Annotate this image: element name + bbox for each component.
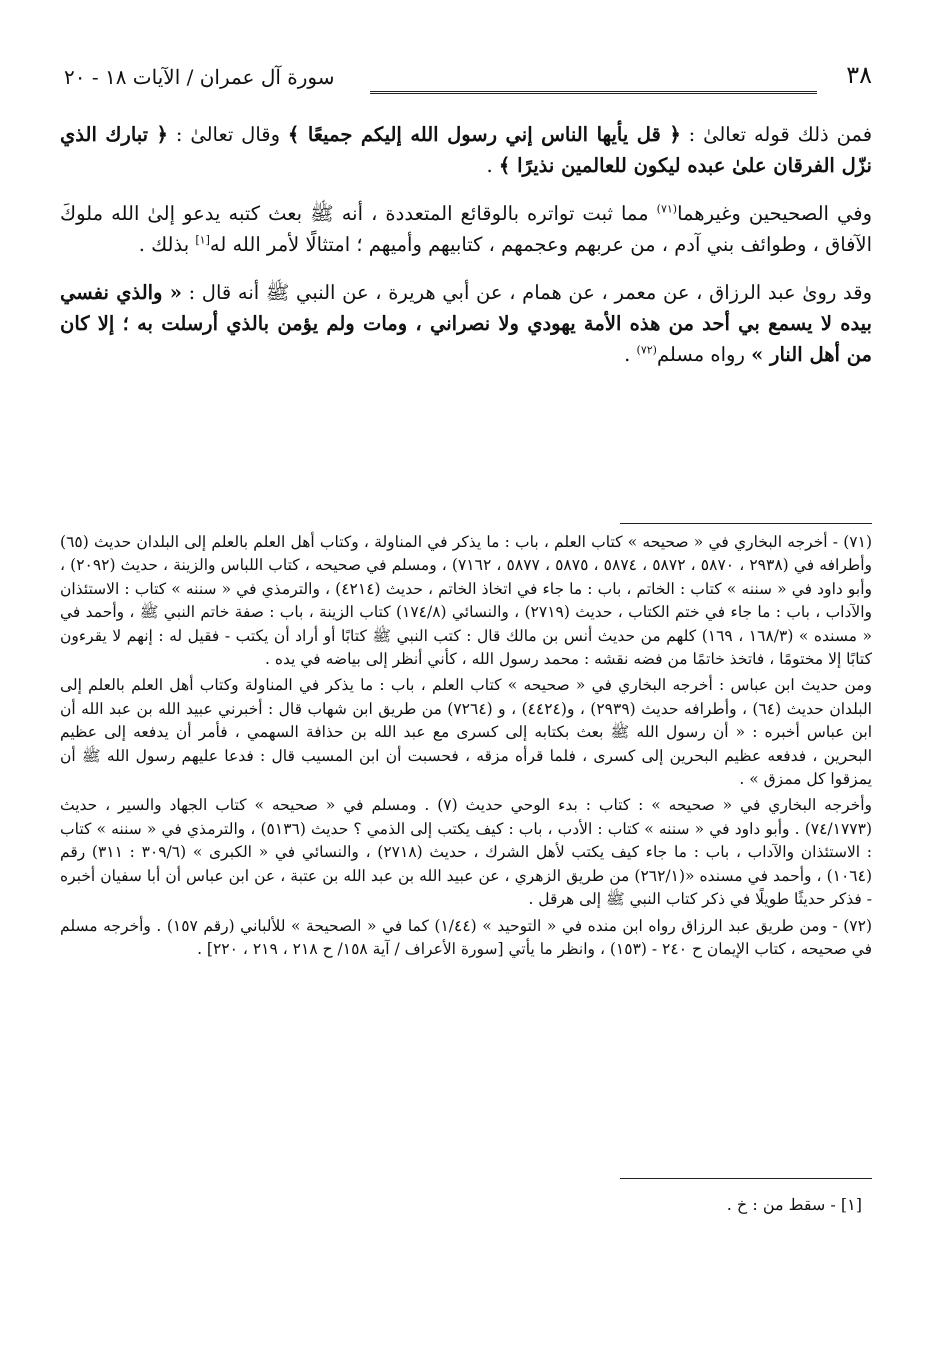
p3-text-a: وقد روىٰ عبد الرزاق ، عن معمر ، عن همام ، عن أبي هريرة ، عن النبي ﷺ أنه قال : xyxy=(181,281,872,304)
p1-text-a: فمن ذلك قوله تعالىٰ : xyxy=(680,123,873,146)
footnote-rule xyxy=(620,523,872,524)
editor-note-1: [١] - سقط من : خ . xyxy=(726,1195,862,1214)
running-title: سورة آل عمران / الآيات ١٨ - ٢٠ xyxy=(64,65,335,89)
page-number: ٣٨ xyxy=(846,61,872,89)
page xyxy=(60,55,872,1335)
p3-text-c: رواه مسلم xyxy=(656,343,752,366)
page-header xyxy=(60,61,872,101)
footnote-71-part-2: ومن حديث ابن عباس : أخرجه البخاري في « صحيحه » كتاب العلم ، باب : ما يذكر في المناولة وكتاب أهل العلم بالعلم إلى البلدان حديث (٦٤) ، وأطرافه حديث (٢٩٣٩) ، و(٤٤٢٤) ، و (٧٢٦٤) من طريق ابن شهاب قال : أخبرني عبيد الله بن عبد الله أن ابن عباس أخبره : « أن رسول الله ﷺ بعث بكتابه إلى كسرى مع عبد الله بن حذافة السهمي ، فأمر أن يدفعه إلى عظيم البحرين ، فدفعه عظيم البحرين إلى كسرى ، فلما قرأه مزقه ، فحسبت أن ابن المسيب قال : فدعا عليهم رسول الله ﷺ أن يمزقوا كل ممزق » . xyxy=(60,676,872,789)
editor-note-rule xyxy=(620,1178,872,1179)
p2-text-a: وفي الصحيحين وغيرهما xyxy=(677,202,873,225)
paragraph-3 xyxy=(60,277,872,370)
p3-text-d: . xyxy=(624,343,637,366)
p2-text-b: مما ثبت تواتره بالوقائع المتعددة ، أنه ﷺ بعث كتبه يدعو إلىٰ الله ملوكَ الآفاق ، وطوائف بني آدم ، من عربهم وعجمهم ، كتابيهم وأميهم ؛ امتثالًا لأمر الله له xyxy=(60,202,872,256)
p2-text-c: بذلك . xyxy=(138,233,196,256)
p1-quran-verse-1: ﴿ قل يأيها الناس إني رسول الله إليكم جميعًا ﴾ xyxy=(287,123,681,146)
footnote-ref-72[interactable]: (٧٢) xyxy=(636,343,657,357)
paragraph-1 xyxy=(60,119,872,181)
footnote-71-part-3: وأخرجه البخاري في « صحيحه » : كتاب : بدء الوحي حديث (٧) . ومسلم في « صحيحه » كتاب الجهاد والسير ، حديث (٧٤/١٧٧٣) . وأبو داود في « سننه » كتاب : الأدب ، باب : كيف يكتب إلى الذمي ؟ حديث (٥١٣٦) ، والترمذي في « سننه » كتاب : الاستئذان والآداب ، باب : ما جاء كيف يكتب لأهل الشرك ، حديث (٢٧١٨) ، والنسائي في « الكبرى » (٣٠٩/٦ : ٣١١) رقم (١٠٦٤) ، وأحمد في مسنده «(٢٦٢/١) من طريق الزهري ، عن عبيد الله بن عبد الله بن عتبة ، عن ابن عباس أن أبا سفيان أخبره - فذكر حديثًا طويلًا في ذكر كتاب النبي ﷺ إلى هرقل . xyxy=(60,796,873,909)
footnote-71-part-1: (٧١) - أخرجه البخاري في « صحيحه » كتاب العلم ، باب : ما يذكر في المناولة ، وكتاب أهل العلم بالعلم إلى البلدان حديث (٦٥) وأطرافه في (٢٩٣٨ ، ٥٨٧٠ ، ٥٨٧٢ ، ٥٨٧٤ ، ٥٨٧٥ ، ٥٨٧٧ ، ٧١٦٢) ، ومسلم في صحيحه ، كتاب اللباس والزينة ، حديث (٢٠٩٢) ، وأبو داود في « سننه » كتاب : الخاتم ، باب : ما جاء في اتخاذ الخاتم ، حديث (٤٢١٤) ، والترمذي في « سننه » كتاب : الاستئذان والآداب ، باب : ما جاء في ختم الكتاب ، حديث (٢٧١٩) ، والنسائي (١٧٤/٨) كتاب الزينة ، باب : صفة خاتم النبي ﷺ ، وأحمد في « مسنده » (١٦٨/٣ ، ١٦٩) كلهم من حديث أنس بن مالك قال : كتب النبي ﷺ كتابًا أو أراد أن يكتب - فقيل له : إنهم لا يقرءون كتابًا إلا مختومًا ، فاتخذ خاتمًا من فضه نقشه : محمد رسول الله ، كأني أنظر إلى بياضه في يده . xyxy=(60,533,872,669)
note-ref-1[interactable]: [١] xyxy=(195,233,210,247)
p1-quran-verse-2: ﴿ تبارك الذي نزّل الفرقان علىٰ عبده ليكون للعالمين نذيرًا ﴾ xyxy=(60,123,872,177)
footnote-72: (٧٢) - ومن طريق عبد الرزاق رواه ابن منده في « التوحيد » (١/٤٤) كما في « الصحيحة » للألباني (رقم ١٥٧) . وأخرجه مسلم في صحيحه ، كتاب الإيمان ح ٢٤٠ - (١٥٣) ، وانظر ما يأتي [سورة الأعراف / آية ١٥٨/ ح ٢١٨ ، ٢١٩ ، ٢٢٠] . xyxy=(60,916,872,958)
p1-text-c: وقال تعالىٰ : xyxy=(167,123,288,146)
footnote-ref-71[interactable]: (٧١) xyxy=(656,202,678,216)
footnotes xyxy=(60,531,872,964)
p1-text-e: . xyxy=(486,154,499,177)
main-text xyxy=(60,119,872,387)
header-rule xyxy=(370,91,817,94)
paragraph-2 xyxy=(60,198,872,260)
p3-hadith-quote: « والذي نفسي بيده لا يسمع بي أحد من هذه الأمة يهودي ولا نصراني ، ومات ولم يؤمن بالذي أرسلت به ؛ إلا كان من أهل النار » xyxy=(60,281,872,366)
